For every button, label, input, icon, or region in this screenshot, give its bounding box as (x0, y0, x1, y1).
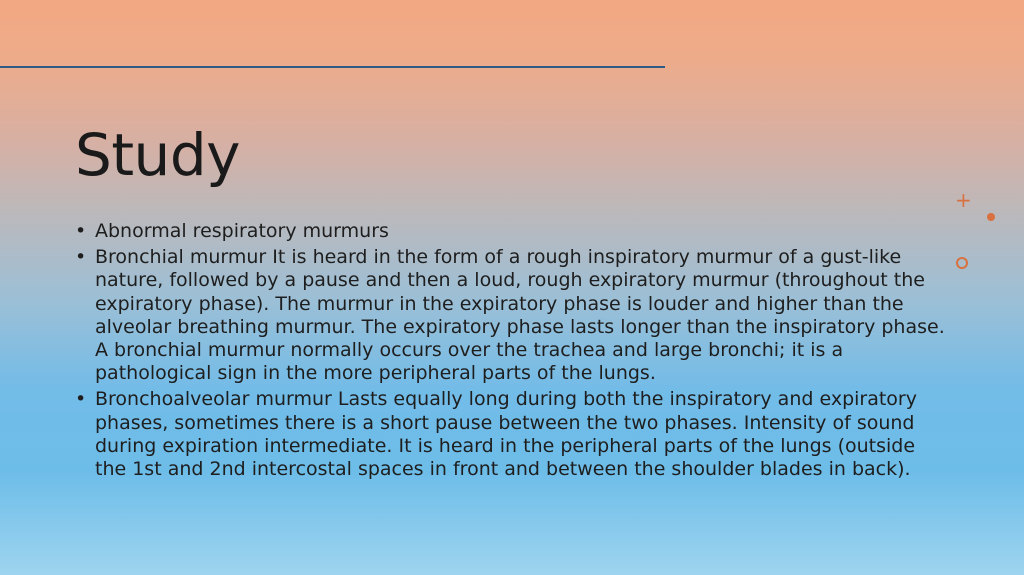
bullet-item (75, 246, 945, 385)
bullet-item (75, 220, 945, 243)
bullet-text: Abnormal respiratory murmurs (95, 220, 389, 242)
bullet-marker: • (75, 388, 87, 411)
bullet-text: Bronchial murmur It is heard in the form of a rough inspiratory murmur of a gust-like nature, followed by a pause and then a loud, rough expiratory murmur (throughout the expiratory phase). The murmur in the expiratory phase is louder and higher than the alveolar breathing murmur. The expiratory phase lasts longer than the inspiratory phase. A bronchial murmur normally occurs over the trachea and large bronchi; it is a pathological sign in the more peripheral parts of the lungs. (95, 246, 945, 385)
bullet-marker: • (75, 246, 87, 269)
slide-title: Study (75, 121, 240, 189)
decorative-plus-icon: + (955, 188, 972, 212)
top-divider-line (0, 66, 665, 68)
bullet-list (75, 220, 945, 484)
decorative-dot-icon (987, 213, 995, 221)
bullet-item (75, 388, 945, 481)
bullet-marker: • (75, 220, 87, 242)
bullet-text: Bronchoalveolar murmur Lasts equally long during both the inspiratory and expiratory phases, sometimes there is a short pause between the two phases. Intensity of sound during expiration intermediate. It is heard in the peripheral parts of the lungs (outside the 1st and 2nd intercostal spaces in front and between the shoulder blades in back). (95, 388, 917, 481)
decorative-ring-icon (956, 257, 968, 269)
